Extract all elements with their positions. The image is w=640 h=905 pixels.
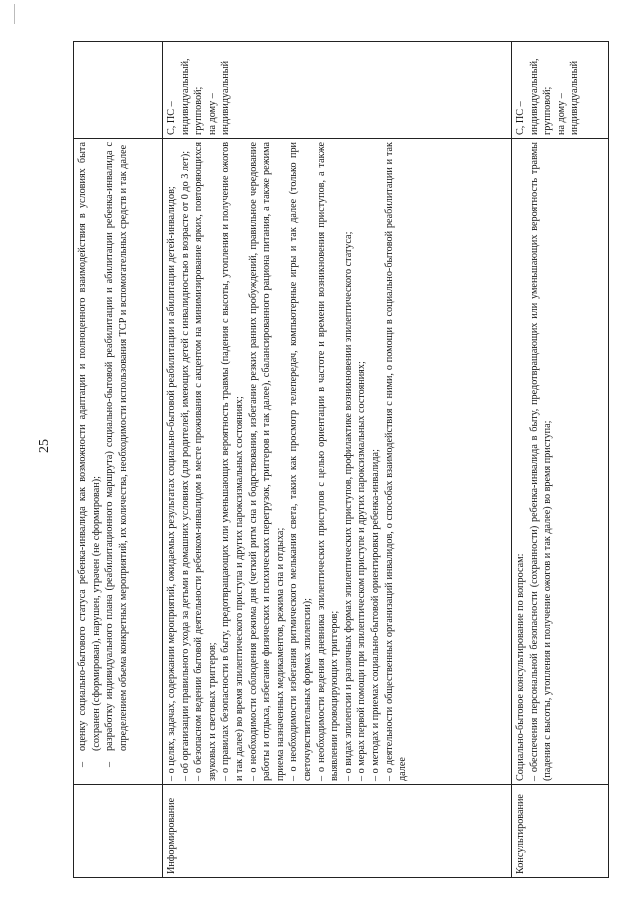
cell-consulting-title: Консультирование (512, 785, 609, 878)
list-dash: – (104, 761, 116, 768)
rehabilitation-table (73, 41, 609, 878)
cell-informing-title: Информирование (163, 785, 512, 878)
cell-informing-content (163, 138, 512, 784)
text-line: – об организации правильного ухода за детьми в домашних условиях (для родителей, имеющих детей с инвалидностью в возрасте от 0 до 3 лет); (179, 150, 191, 782)
text-line: Социально-бытовое консультирование по вопросам: (515, 553, 526, 782)
text-line: – о мерах первой помощи при эпилептическом приступе и других пароксизмальных состояниях; (356, 361, 368, 782)
table-row-consulting (512, 42, 609, 878)
text-line: – о необходимости ведения дневника эпилептических приступов с целью ориентации в частоте и времени возникновения приступов, а также выявлении провоцирующих триггеров; (315, 139, 341, 782)
text-line: – о правилах безопасности в быту, предотвращающих или уменьшающих вероятность травмы (падения с высоты, утопления и получение ожогов и так далее) во время эпилептического приступа и других пароксизмальных состояниях; (220, 139, 245, 782)
text-line: – о целях, задачах, содержании мероприятий, ожидаемых результатах социально-бытовой реабилитации и абилитации детей-инвалидов; (166, 186, 177, 782)
cell-informing-form: С, ПС – индивидуальный, групповой; на дому – индивидуальный (163, 42, 512, 139)
list-item-text: разработку индивидуального плана (реабилитационного маршрута) социально-бытовой реабилитации и абилитации ребенка-инвалида с определением объема конкретных мероприятий, их количества, необходимости использования ТСР и вспомогательных средств и так далее (104, 141, 129, 752)
rotated-page (73, 41, 619, 878)
text-line: – о методах и приемах социально-бытовой ориентировки ребенка-инвалида; (369, 449, 381, 782)
list-item-text: оценку социально-бытового статуса ребенка-инвалида как возможности адаптации и полноценного взаимодействия в условиях быта (сохранен (сформирован), нарушен, утрачен (не сформирован); (77, 141, 102, 752)
text-line: – о деятельности общественных организаций инвалидов, о способах взаимодействия с ними, о помощи в социально-бытовой реабилитации и так далее (383, 139, 409, 782)
text-line: – о необходимости соблюдения режима дня (четкий ритм сна и бодрствования, избегание резких ранних пробуждений, правильное чередование работы и отдыха, избегание физических и психических перегрузок, триггеров и так далее), сбалансированного рациона питания, а также режима приема назначенных медикаментов, режима сна и отдыха; (247, 139, 286, 782)
text-line: – о безопасном ведении бытовой деятельности ребенком-инвалидом в месте проживания с акцентом на минимизирование ярких, повторяющихся звуковых и световых триггеров; (193, 139, 218, 782)
list-dash: – (77, 761, 88, 768)
cell-top-content (74, 138, 163, 784)
page-number: 25 (37, 439, 52, 453)
cell-consulting-form: С, ПС – индивидуальный, групповой; на дому – индивидуальный (512, 42, 609, 139)
text-line: – о необходимости избегания ритмического мелькания света, таких как просмотр телепередач, компьютерные игры и так далее (только при светочувствительных формах эпилепсии); (288, 139, 313, 782)
list-item (103, 142, 130, 767)
cell-top-col1 (74, 785, 163, 878)
table-row-informing (163, 42, 512, 878)
list-item (76, 142, 103, 767)
table-row-top (74, 42, 163, 878)
text-line: – о видах эпилепсии и различных формах эпилептических приступов, профилактике возникновении эпилептического статуса; (342, 231, 354, 782)
text-line: – обеспечения персональной безопасности (сохранности) ребенка-инвалида в быту, предотвращающих или уменьшающих вероятность травмы (падения с высоты, утопления и получение ожогов и так далее) во время приступа; (528, 139, 554, 782)
cell-consulting-content (512, 138, 609, 784)
scan-mark (14, 4, 15, 24)
cell-top-col3 (74, 42, 163, 139)
